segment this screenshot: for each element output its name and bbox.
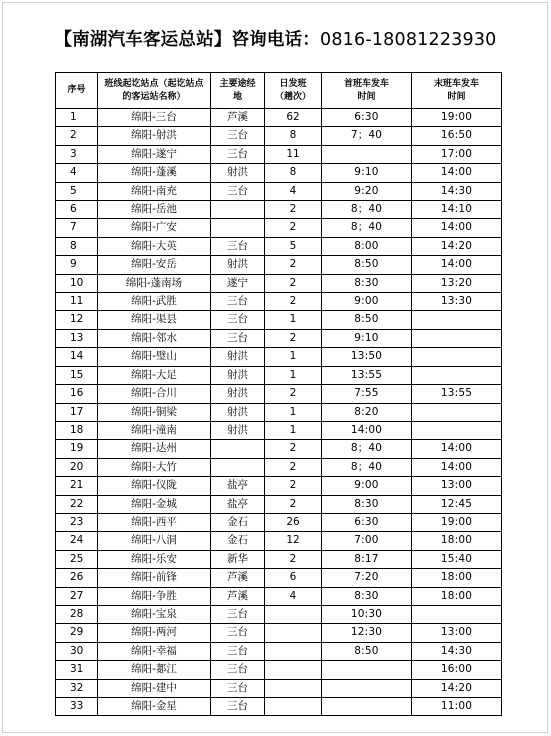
route-cell: 绵阳-广安 (98, 219, 211, 237)
last-bus-cell (412, 348, 502, 366)
daily-count-cell: 1 (265, 421, 322, 439)
first-bus-cell: 8:50 (322, 256, 412, 274)
daily-count-cell: 11 (265, 145, 322, 163)
via-cell: 射洪 (211, 348, 265, 366)
route-cell: 绵阳-渠县 (98, 311, 211, 329)
first-bus-cell: 8:30 (322, 274, 412, 292)
title-phone: 0816-18081223930 (319, 30, 497, 50)
daily-count-cell (265, 642, 322, 660)
daily-count-cell: 2 (265, 440, 322, 458)
route-cell: 绵阳-两河 (98, 624, 211, 642)
row-number: 24 (56, 532, 98, 550)
last-bus-cell: 14:10 (412, 201, 502, 219)
route-cell: 绵阳-安岳 (98, 256, 211, 274)
last-bus-cell: 14:20 (412, 237, 502, 255)
via-cell: 三台 (211, 293, 265, 311)
daily-count-cell: 12 (265, 532, 322, 550)
via-cell: 盐亭 (211, 495, 265, 513)
daily-count-cell: 2 (265, 477, 322, 495)
route-cell: 绵阳-遂宁 (98, 145, 211, 163)
daily-count-cell: 5 (265, 237, 322, 255)
row-number: 29 (56, 624, 98, 642)
last-bus-cell (412, 366, 502, 384)
last-bus-cell: 14:20 (412, 679, 502, 697)
row-number: 17 (56, 403, 98, 421)
daily-count-cell: 6 (265, 569, 322, 587)
via-cell: 射洪 (211, 403, 265, 421)
route-cell: 绵阳-建中 (98, 679, 211, 697)
table-row (56, 201, 502, 219)
last-bus-cell: 16:50 (412, 127, 502, 145)
via-cell: 三台 (211, 127, 265, 145)
last-bus-cell: 13:00 (412, 477, 502, 495)
via-cell: 三台 (211, 605, 265, 623)
table-row (56, 366, 502, 384)
row-number: 7 (56, 219, 98, 237)
row-number: 21 (56, 477, 98, 495)
table-row (56, 605, 502, 623)
header-via: 主要途经地 (211, 73, 265, 109)
table-row (56, 329, 502, 347)
last-bus-cell (412, 605, 502, 623)
first-bus-cell: 9:10 (322, 164, 412, 182)
table-row (56, 569, 502, 587)
table-row (56, 642, 502, 660)
first-bus-cell: 7；40 (322, 127, 412, 145)
daily-count-cell: 2 (265, 329, 322, 347)
route-cell: 绵阳-乐安 (98, 550, 211, 568)
first-bus-cell: 14:00 (322, 421, 412, 439)
daily-count-cell: 2 (265, 219, 322, 237)
row-number: 15 (56, 366, 98, 384)
first-bus-cell: 8:50 (322, 642, 412, 660)
daily-count-cell: 1 (265, 311, 322, 329)
last-bus-cell: 11:00 (412, 698, 502, 716)
route-cell: 绵阳-璧山 (98, 348, 211, 366)
first-bus-cell: 9:00 (322, 293, 412, 311)
route-cell: 绵阳-射洪 (98, 127, 211, 145)
via-cell (211, 201, 265, 219)
last-bus-cell: 14:30 (412, 182, 502, 200)
via-cell: 金石 (211, 513, 265, 531)
last-bus-cell: 19:00 (412, 513, 502, 531)
table-row (56, 532, 502, 550)
table-row (56, 127, 502, 145)
first-bus-cell (322, 145, 412, 163)
via-cell: 三台 (211, 145, 265, 163)
row-number: 28 (56, 605, 98, 623)
last-bus-cell: 16:00 (412, 661, 502, 679)
row-number: 19 (56, 440, 98, 458)
route-cell: 绵阳-邻水 (98, 329, 211, 347)
row-number: 4 (56, 164, 98, 182)
first-bus-cell: 9:20 (322, 182, 412, 200)
last-bus-cell: 17:00 (412, 145, 502, 163)
row-number: 10 (56, 274, 98, 292)
last-bus-cell: 14:00 (412, 164, 502, 182)
via-cell (211, 440, 265, 458)
last-bus-cell: 18:00 (412, 532, 502, 550)
first-bus-cell: 8；40 (322, 219, 412, 237)
row-number: 30 (56, 642, 98, 660)
table-row (56, 145, 502, 163)
first-bus-cell: 13:55 (322, 366, 412, 384)
table-row (56, 403, 502, 421)
last-bus-cell: 14:00 (412, 219, 502, 237)
table-row (56, 458, 502, 476)
via-cell: 三台 (211, 698, 265, 716)
first-bus-cell: 7:55 (322, 385, 412, 403)
via-cell: 遂宁 (211, 274, 265, 292)
daily-count-cell: 1 (265, 366, 322, 384)
last-bus-cell: 14:30 (412, 642, 502, 660)
route-cell: 绵阳-大英 (98, 237, 211, 255)
route-cell: 绵阳-岳池 (98, 201, 211, 219)
table-row (56, 311, 502, 329)
last-bus-cell: 13:20 (412, 274, 502, 292)
table-row (56, 219, 502, 237)
row-number: 9 (56, 256, 98, 274)
last-bus-cell: 14:00 (412, 458, 502, 476)
header-first: 首班车发车时间 (322, 73, 412, 109)
row-number: 16 (56, 385, 98, 403)
table-row (56, 587, 502, 605)
daily-count-cell: 2 (265, 385, 322, 403)
via-cell: 三台 (211, 624, 265, 642)
route-cell: 绵阳-大竹 (98, 458, 211, 476)
via-cell: 三台 (211, 679, 265, 697)
row-number: 2 (56, 127, 98, 145)
last-bus-cell: 13:00 (412, 624, 502, 642)
row-number: 22 (56, 495, 98, 513)
first-bus-cell: 8:50 (322, 311, 412, 329)
daily-count-cell (265, 698, 322, 716)
daily-count-cell (265, 679, 322, 697)
table-row (56, 698, 502, 716)
row-number: 32 (56, 679, 98, 697)
table-row (56, 182, 502, 200)
last-bus-cell (412, 329, 502, 347)
daily-count-cell (265, 661, 322, 679)
via-cell: 三台 (211, 661, 265, 679)
via-cell: 芦溪 (211, 587, 265, 605)
table-row (56, 440, 502, 458)
schedule-table (55, 72, 502, 716)
row-number: 14 (56, 348, 98, 366)
route-cell: 绵阳-南充 (98, 182, 211, 200)
row-number: 1 (56, 109, 98, 127)
first-bus-cell: 8:30 (322, 587, 412, 605)
route-cell: 绵阳-幸福 (98, 642, 211, 660)
table-row (56, 293, 502, 311)
daily-count-cell: 2 (265, 293, 322, 311)
table-row (56, 513, 502, 531)
daily-count-cell: 2 (265, 550, 322, 568)
route-cell: 绵阳-达州 (98, 440, 211, 458)
via-cell: 射洪 (211, 421, 265, 439)
header-no: 序号 (56, 73, 98, 109)
via-cell: 射洪 (211, 366, 265, 384)
header-daily: 日发班（趟次） (265, 73, 322, 109)
route-cell: 绵阳-金城 (98, 495, 211, 513)
route-cell: 绵阳-前锋 (98, 569, 211, 587)
table-row (56, 624, 502, 642)
last-bus-cell: 14:00 (412, 440, 502, 458)
last-bus-cell: 19:00 (412, 109, 502, 127)
daily-count-cell: 8 (265, 164, 322, 182)
table-row (56, 679, 502, 697)
first-bus-cell: 9:00 (322, 477, 412, 495)
via-cell: 盐亭 (211, 477, 265, 495)
first-bus-cell: 7:00 (322, 532, 412, 550)
row-number: 5 (56, 182, 98, 200)
first-bus-cell (322, 679, 412, 697)
route-cell: 绵阳-金星 (98, 698, 211, 716)
table-row (56, 109, 502, 127)
daily-count-cell: 4 (265, 587, 322, 605)
route-cell: 绵阳-潼南 (98, 421, 211, 439)
header-last: 末班车发车时间 (412, 73, 502, 109)
table-row (56, 495, 502, 513)
last-bus-cell (412, 403, 502, 421)
via-cell: 芦溪 (211, 109, 265, 127)
route-cell: 绵阳-郪江 (98, 661, 211, 679)
table-row (56, 237, 502, 255)
via-cell: 新华 (211, 550, 265, 568)
via-cell: 射洪 (211, 256, 265, 274)
first-bus-cell: 6:30 (322, 513, 412, 531)
table-row (56, 385, 502, 403)
route-cell: 绵阳-争胜 (98, 587, 211, 605)
route-cell: 绵阳-宝泉 (98, 605, 211, 623)
daily-count-cell: 62 (265, 109, 322, 127)
row-number: 3 (56, 145, 98, 163)
route-cell: 绵阳-蓬南场 (98, 274, 211, 292)
via-cell: 芦溪 (211, 569, 265, 587)
row-number: 25 (56, 550, 98, 568)
last-bus-cell (412, 421, 502, 439)
daily-count-cell: 2 (265, 495, 322, 513)
route-cell: 绵阳-蓬溪 (98, 164, 211, 182)
table-row (56, 661, 502, 679)
daily-count-cell: 2 (265, 458, 322, 476)
row-number: 12 (56, 311, 98, 329)
last-bus-cell: 18:00 (412, 587, 502, 605)
daily-count-cell: 4 (265, 182, 322, 200)
via-cell: 三台 (211, 311, 265, 329)
row-number: 20 (56, 458, 98, 476)
route-cell: 绵阳-八洞 (98, 532, 211, 550)
table-row (56, 477, 502, 495)
last-bus-cell: 12:45 (412, 495, 502, 513)
first-bus-cell: 8；40 (322, 440, 412, 458)
last-bus-cell (412, 311, 502, 329)
via-cell (211, 219, 265, 237)
row-number: 13 (56, 329, 98, 347)
daily-count-cell: 2 (265, 256, 322, 274)
first-bus-cell: 6:30 (322, 109, 412, 127)
header-route: 班线起讫站点（起讫站点的客运站名称） (98, 73, 211, 109)
daily-count-cell: 2 (265, 201, 322, 219)
route-cell: 绵阳-三台 (98, 109, 211, 127)
row-number: 26 (56, 569, 98, 587)
route-cell: 绵阳-铜梁 (98, 403, 211, 421)
first-bus-cell (322, 661, 412, 679)
route-cell: 绵阳-武胜 (98, 293, 211, 311)
page-title (0, 27, 551, 53)
table-row (56, 164, 502, 182)
first-bus-cell: 12:30 (322, 624, 412, 642)
row-number: 31 (56, 661, 98, 679)
via-cell: 三台 (211, 642, 265, 660)
first-bus-cell: 7:20 (322, 569, 412, 587)
first-bus-cell: 9:10 (322, 329, 412, 347)
daily-count-cell: 1 (265, 403, 322, 421)
via-cell: 三台 (211, 237, 265, 255)
table-header-row (56, 73, 502, 109)
first-bus-cell: 8:17 (322, 550, 412, 568)
first-bus-cell: 8:20 (322, 403, 412, 421)
row-number: 23 (56, 513, 98, 531)
last-bus-cell: 15:40 (412, 550, 502, 568)
route-cell: 绵阳-西平 (98, 513, 211, 531)
last-bus-cell: 14:00 (412, 256, 502, 274)
table-row (56, 274, 502, 292)
daily-count-cell: 1 (265, 348, 322, 366)
row-number: 6 (56, 201, 98, 219)
via-cell: 射洪 (211, 385, 265, 403)
table-row (56, 256, 502, 274)
last-bus-cell: 13:55 (412, 385, 502, 403)
first-bus-cell: 8:00 (322, 237, 412, 255)
first-bus-cell: 13:50 (322, 348, 412, 366)
route-cell: 绵阳-仪陇 (98, 477, 211, 495)
daily-count-cell (265, 624, 322, 642)
last-bus-cell: 18:00 (412, 569, 502, 587)
last-bus-cell: 13:30 (412, 293, 502, 311)
first-bus-cell: 8；40 (322, 458, 412, 476)
table-row (56, 421, 502, 439)
daily-count-cell: 8 (265, 127, 322, 145)
via-cell (211, 458, 265, 476)
daily-count-cell (265, 605, 322, 623)
via-cell: 金石 (211, 532, 265, 550)
via-cell: 三台 (211, 329, 265, 347)
row-number: 8 (56, 237, 98, 255)
row-number: 27 (56, 587, 98, 605)
via-cell: 射洪 (211, 164, 265, 182)
table-row (56, 550, 502, 568)
row-number: 18 (56, 421, 98, 439)
title-main: 【南湖汽车客运总站】咨询电话： (54, 30, 320, 50)
row-number: 33 (56, 698, 98, 716)
daily-count-cell: 26 (265, 513, 322, 531)
route-cell: 绵阳-大足 (98, 366, 211, 384)
first-bus-cell: 10:30 (322, 605, 412, 623)
route-cell: 绵阳-合川 (98, 385, 211, 403)
first-bus-cell: 8；40 (322, 201, 412, 219)
row-number: 11 (56, 293, 98, 311)
table-row (56, 348, 502, 366)
daily-count-cell: 2 (265, 274, 322, 292)
first-bus-cell (322, 698, 412, 716)
first-bus-cell: 8:30 (322, 495, 412, 513)
via-cell: 三台 (211, 182, 265, 200)
